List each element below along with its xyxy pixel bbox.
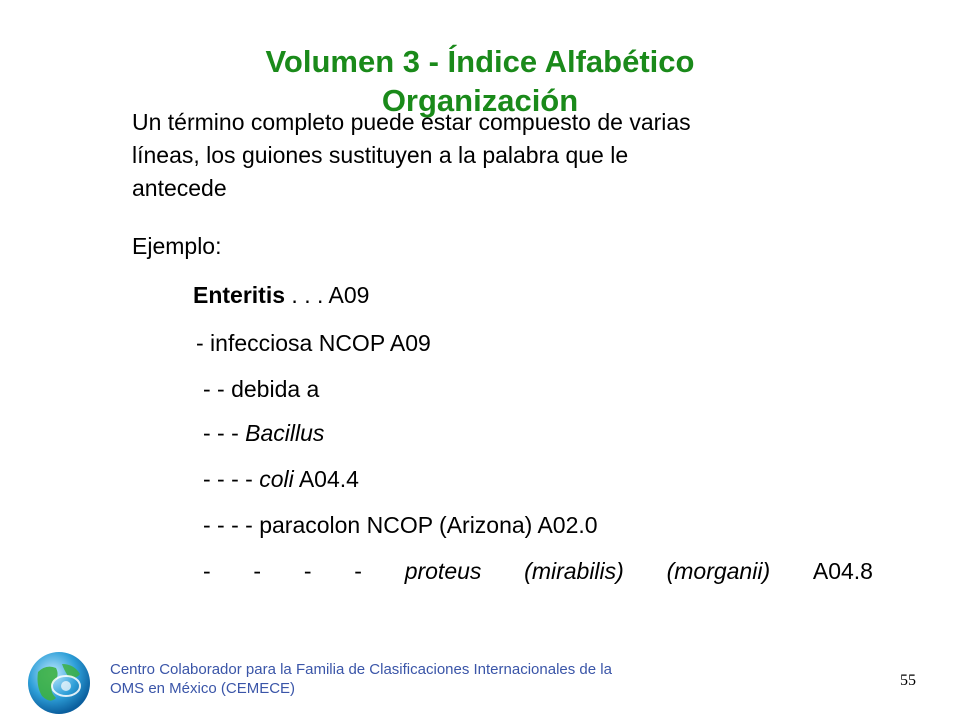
entry-modifier: (mirabilis) [524, 558, 624, 584]
entry-dash: - [303, 558, 312, 584]
page-number: 55 [900, 672, 916, 689]
footer-organization [110, 660, 670, 698]
intro-line-2: líneas, los guiones sustituyen a la palabra que le [132, 142, 629, 168]
cemece-globe-logo-icon [26, 650, 92, 716]
entry-dashes: - - - [203, 420, 246, 446]
title-line-1: Volumen 3 - Índice Alfabético [265, 44, 695, 79]
index-entry-bacillus [203, 418, 324, 448]
index-entry-paracolon: - - - - paracolon NCOP (Arizona) A02.0 [203, 512, 598, 538]
index-entry-coli [203, 464, 359, 494]
index-entry-debida: - - debida a [203, 376, 320, 402]
entry-code: A04.4 [293, 466, 359, 492]
entry-code: . . . A09 [285, 282, 370, 308]
example-label: Ejemplo: [132, 233, 222, 259]
entry-dash: - [203, 558, 211, 584]
entry-term: Bacillus [245, 420, 325, 446]
index-entry-proteus [203, 556, 873, 586]
entry-term: proteus [404, 558, 482, 584]
title-line-2: Organización [381, 83, 579, 118]
footer-line-1: Centro Colaborador para la Familia de Clasificaciones Internacionales de la [110, 661, 612, 678]
index-entry-enteritis [193, 280, 369, 310]
entry-term: coli [259, 466, 294, 492]
entry-dashes: - - - - [203, 466, 260, 492]
index-entry-infecciosa: - infecciosa NCOP A09 [196, 330, 431, 356]
entry-term: Enteritis [193, 282, 286, 308]
entry-dash: - [253, 558, 262, 584]
entry-modifier: (morganii) [666, 558, 771, 584]
intro-line-3: antecede [132, 175, 227, 201]
entry-code: A04.8 [812, 558, 873, 584]
intro-line-1: Un término completo puede estar compuesto de varias [132, 109, 691, 135]
entry-dash: - [354, 558, 362, 584]
footer-line-2: OMS en México (CEMECE) [110, 680, 296, 697]
intro-paragraph [132, 106, 852, 205]
